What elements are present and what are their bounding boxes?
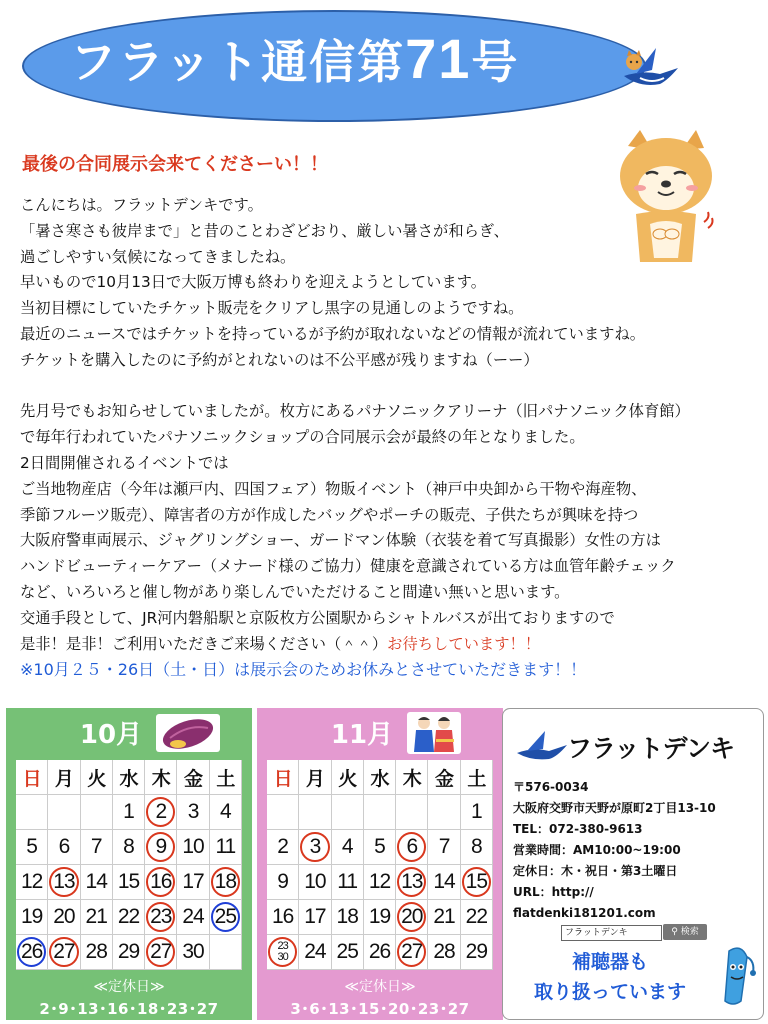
closed-days: 定休日：木・祝日・第3土曜日	[513, 864, 678, 878]
calendar-day: 22	[113, 900, 145, 935]
body-line: など、いろいろと催し物があり楽しんでいただけること間違い無いと思います。	[20, 582, 570, 601]
calendar-day	[299, 795, 331, 830]
calendar-day: 30	[177, 935, 209, 970]
calendar-day: 4	[332, 830, 364, 865]
body-line: 当初目標にしていたチケット販売をクリアし黒字の見通しのようですね。	[20, 299, 524, 318]
phone: TEL：072-380-9613	[513, 822, 643, 836]
calendar-day-part: 30	[277, 951, 288, 963]
url-label: URL：http://	[513, 885, 594, 899]
calendar-day: 14	[428, 865, 460, 900]
newsletter-body	[20, 193, 760, 683]
body-line: チケットを購入したのに予約がとれないのは不公平感が残りますね（ーー）	[20, 350, 539, 369]
shichigosan-children-icon	[407, 712, 461, 754]
closing-highlight: お待ちしています！！	[387, 634, 541, 653]
calendar-day: 10	[177, 830, 209, 865]
closing-text: 是非！是非！ご利用いただきご来場ください（＾＾）	[20, 634, 388, 653]
calendar-day: 5	[16, 830, 48, 865]
calendar-day: 2	[145, 795, 177, 830]
calendar-day: 7	[428, 830, 460, 865]
calendar-day: 13	[396, 865, 428, 900]
calendar-october	[6, 708, 252, 1020]
calendar-day: 8	[113, 830, 145, 865]
weekday-header: 火	[81, 760, 113, 795]
hearing-aid-notice	[517, 947, 703, 1007]
shop-details	[513, 777, 716, 924]
calendar-day	[396, 795, 428, 830]
body-line: 大阪府警車両展示、ジャグリングショー、ガードマン体験（衣装を着て写真撮影）女性の方は	[20, 531, 661, 550]
calendar-day: 11	[210, 830, 242, 865]
weekday-header: 木	[145, 760, 177, 795]
calendar-day	[81, 795, 113, 830]
search-input[interactable]: フラットデンキ	[561, 925, 662, 941]
calendar-day: 6	[396, 830, 428, 865]
month-label: 11月	[330, 720, 394, 750]
weekday-header: 土	[461, 760, 493, 795]
hearing-aid-mascot-icon	[711, 945, 757, 1009]
calendar-day: 12	[16, 865, 48, 900]
calendar-day	[332, 795, 364, 830]
holiday-days: 2･9･13･16･18･23･27	[39, 1000, 219, 1018]
weekday-header: 木	[396, 760, 428, 795]
weekday-header: 月	[299, 760, 331, 795]
calendar-day: 27	[48, 935, 80, 970]
calendar-day: 21	[428, 900, 460, 935]
postal-code: 〒576-0034	[513, 780, 589, 794]
calendar-day: 3	[177, 795, 209, 830]
hearing-line: 補聴器も	[571, 951, 648, 973]
calendar-day: 6	[48, 830, 80, 865]
calendar-day: 10	[299, 865, 331, 900]
calendar-day: 23	[145, 900, 177, 935]
body-line: ご当地物産店（今年は瀬戸内、四国フェア）物販イベント（神戸中央卸から干物や海産物、	[20, 479, 647, 498]
holiday-days: 3･6･13･15･20･23･27	[290, 1000, 470, 1018]
calendar-day: 1	[461, 795, 493, 830]
calendar-day: 29	[113, 935, 145, 970]
weekday-header: 水	[364, 760, 396, 795]
calendar-grid	[16, 760, 242, 970]
closure-notice: ※10月２５・26日（土・日）は展示会のためお休みとさせていただきます！！	[20, 660, 587, 680]
body-line: 「暑さ寒さも彼岸まで」と昔のことわざどおり、厳しい暑さが和らぎ、	[20, 221, 509, 240]
calendar-day: 24	[299, 935, 331, 970]
calendar-day: 7	[81, 830, 113, 865]
calendar-day: 20	[48, 900, 80, 935]
title-suffix: 号	[471, 35, 520, 89]
calendar-month-title	[257, 714, 503, 751]
body-line: 最近のニュースではチケットを持っているが予約が取れないなどの情報が流れていますね。	[20, 324, 646, 343]
calendar-day: 2	[267, 830, 299, 865]
search-button-label: 検索	[680, 927, 699, 937]
address: 大阪府交野市天野が原町2丁目13-10	[513, 801, 716, 815]
calendar-day: 3	[299, 830, 331, 865]
body-line: 過ごしやすい気候になってきましたね。	[20, 247, 296, 266]
calendar-day: 8	[461, 830, 493, 865]
weekday-header: 金	[177, 760, 209, 795]
body-line: 早いもので10月13日で大阪万博も終わりを迎えようとしています。	[20, 273, 487, 292]
section-heading: 最後の合同展示会来てくださーい！！	[22, 154, 328, 175]
calendar-day	[267, 795, 299, 830]
calendar-grid	[267, 760, 493, 970]
calendar-day: 19	[16, 900, 48, 935]
sweet-potato-icon	[156, 714, 220, 752]
page-title	[70, 26, 630, 92]
calendar-day: 9	[145, 830, 177, 865]
title-prefix: フラット通信第	[70, 35, 406, 89]
calendar-day: 29	[461, 935, 493, 970]
weekday-header: 日	[16, 760, 48, 795]
calendar-day: 28	[428, 935, 460, 970]
issue-number: 71	[405, 27, 472, 90]
calendar-day: 4	[210, 795, 242, 830]
calendar-day: 11	[332, 865, 364, 900]
weekday-header: 日	[267, 760, 299, 795]
calendar-day: 25	[332, 935, 364, 970]
url-value[interactable]: flatdenki181201.com	[513, 906, 656, 920]
shop-info-card	[502, 708, 764, 1020]
calendar-day: 15	[461, 865, 493, 900]
body-line: 季節フルーツ販売）、障害者の方が作成したバッグやポーチの販売、子供たちが興味を持つ	[20, 505, 639, 524]
body-line: 先月号でもお知らせしていましたが。枚方にあるパナソニックアリーナ（旧パナソニック体育館）	[20, 402, 690, 421]
calendar-day: 24	[177, 900, 209, 935]
calendar-day: 13	[48, 865, 80, 900]
calendar-day: 20	[396, 900, 428, 935]
calendar-day: 9	[267, 865, 299, 900]
calendar-day	[16, 795, 48, 830]
calendar-day: 25	[210, 900, 242, 935]
business-hours: 営業時間：AM10:00~19:00	[513, 843, 681, 857]
calendar-day: 17	[299, 900, 331, 935]
body-line: こんにちは。フラットデンキです。	[20, 196, 263, 214]
weekday-header: 金	[428, 760, 460, 795]
swallow-logo-icon	[515, 727, 569, 761]
weekday-header: 水	[113, 760, 145, 795]
holiday-label: ≪定休日≫	[344, 979, 416, 995]
calendar-day: 15	[113, 865, 145, 900]
calendar-day: 16	[267, 900, 299, 935]
body-line: で毎年行われていたパナソニックショップの合同展示会が最終の年となりました。	[20, 428, 585, 447]
calendar-day: 27	[145, 935, 177, 970]
weekday-header: 火	[332, 760, 364, 795]
month-label: 10月	[79, 720, 143, 750]
search-icon: ⚲	[671, 927, 678, 937]
calendar-day: 26	[364, 935, 396, 970]
calendar-day: 14	[81, 865, 113, 900]
calendar-day	[428, 795, 460, 830]
calendar-day-part: 23	[277, 940, 288, 952]
calendar-day: 19	[364, 900, 396, 935]
calendar-november	[257, 708, 503, 1020]
body-line: 2日間開催されるイベントでは	[20, 453, 229, 472]
calendar-day	[210, 935, 242, 970]
body-line: 交通手段として、JR河内磐船駅と京阪枚方公園駅からシャトルバスが出ておりますので	[20, 608, 615, 627]
hearing-line: 取り扱っています	[533, 981, 686, 1003]
calendar-day: 5	[364, 830, 396, 865]
weekday-header: 土	[210, 760, 242, 795]
body-line: ハンドビューティーケアー（メナード様のご協力）健康を意識されている方は血管年齢チェック	[20, 557, 676, 576]
calendar-day	[48, 795, 80, 830]
calendar-day: 28	[81, 935, 113, 970]
calendar-day: 21	[81, 900, 113, 935]
calendar-day: 26	[16, 935, 48, 970]
body-spacer	[20, 374, 760, 400]
calendar-day: 17	[177, 865, 209, 900]
calendar-day: 18	[210, 865, 242, 900]
calendar-day	[364, 795, 396, 830]
calendar-day: 27	[396, 935, 428, 970]
calendar-day: 16	[145, 865, 177, 900]
closing-line	[20, 632, 760, 658]
shop-name: フラットデンキ	[567, 734, 735, 763]
swallow-dog-logo-icon	[620, 40, 682, 92]
calendar-day: 22	[461, 900, 493, 935]
calendar-day: 1	[113, 795, 145, 830]
calendar-day	[267, 935, 299, 970]
weekday-header: 月	[48, 760, 80, 795]
calendar-day: 18	[332, 900, 364, 935]
calendar-day: 12	[364, 865, 396, 900]
search-button[interactable]	[663, 924, 707, 940]
holiday-label: ≪定休日≫	[93, 979, 165, 995]
